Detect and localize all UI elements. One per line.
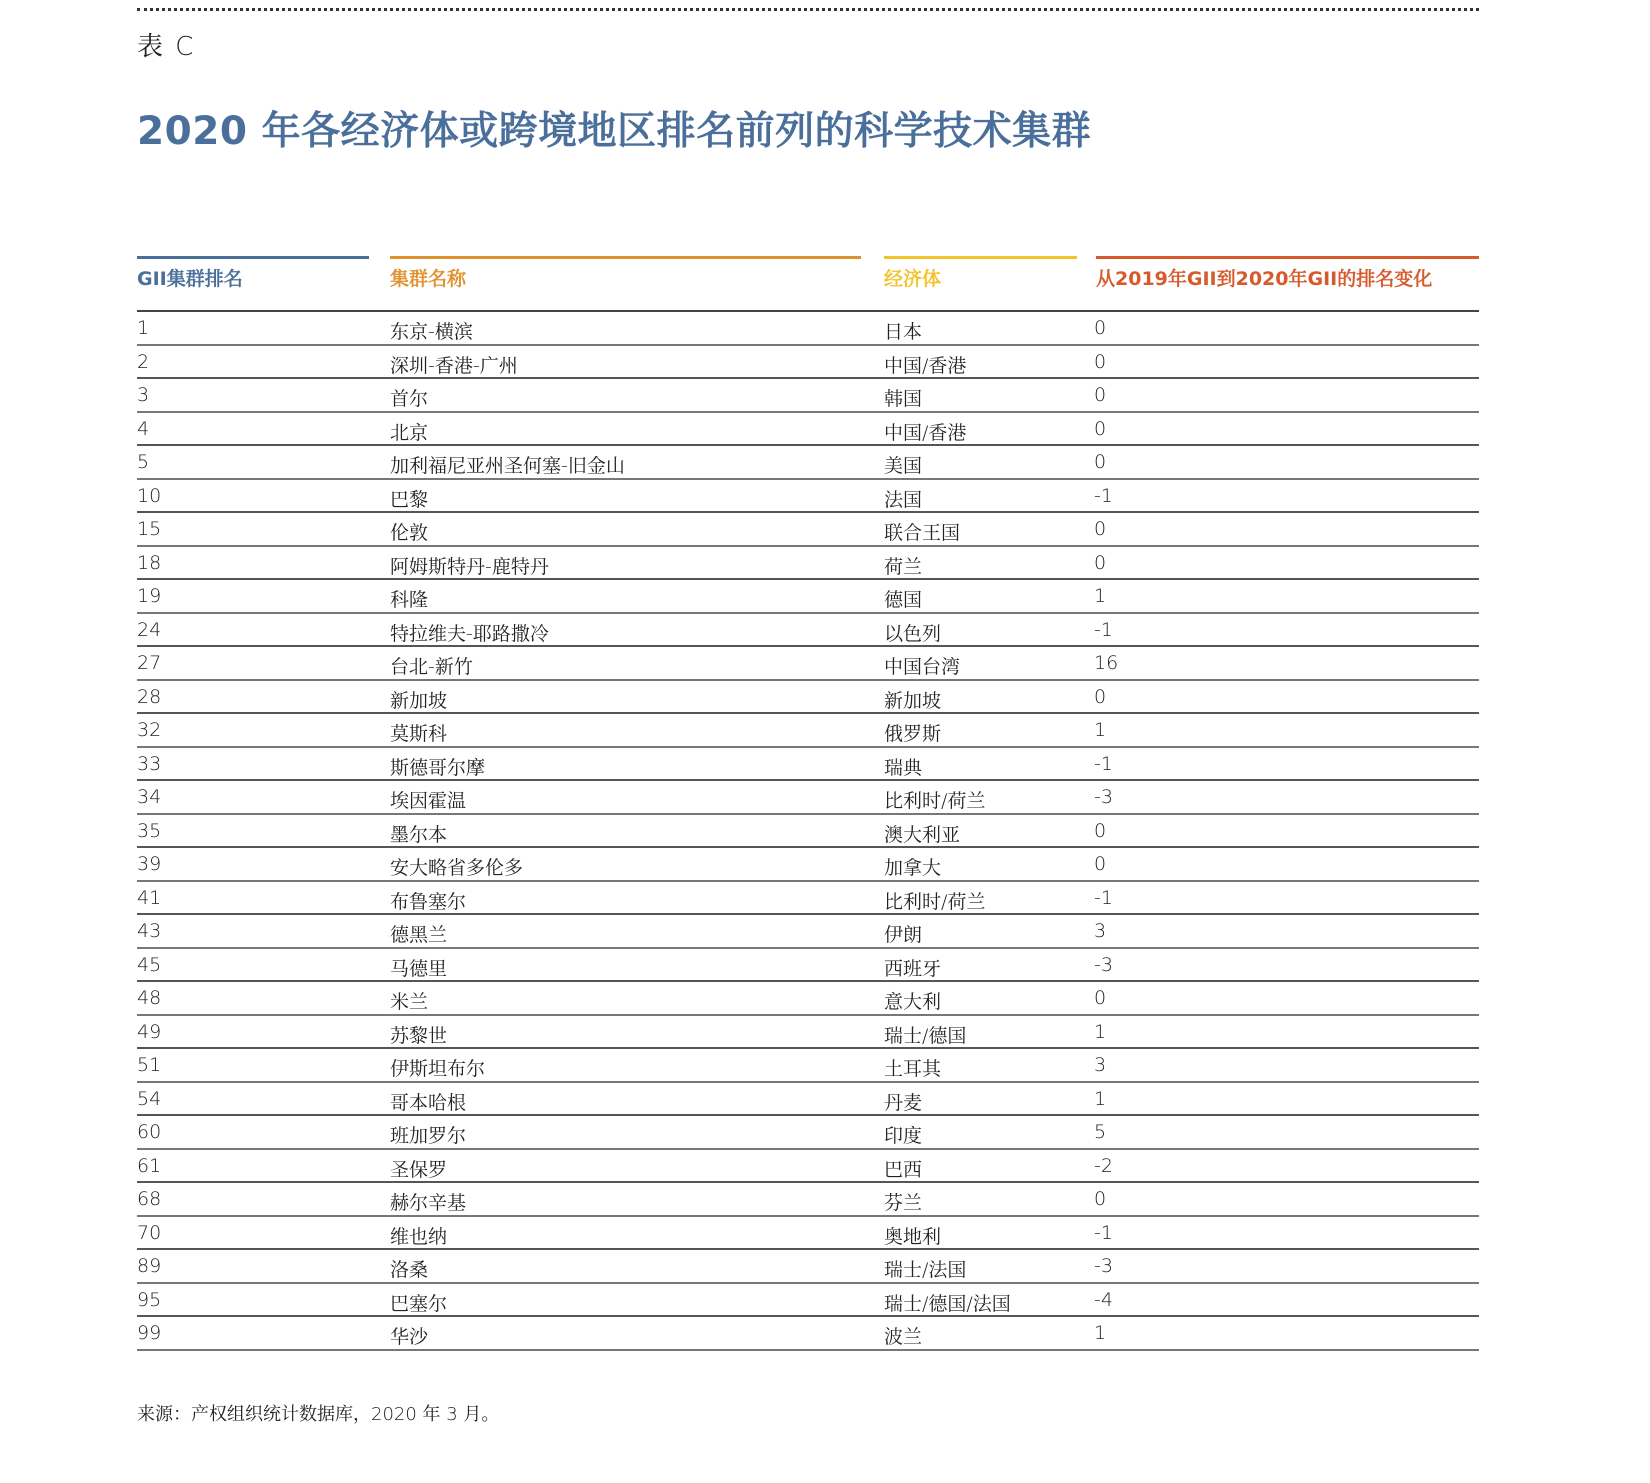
economy-cell: 荷兰 — [884, 555, 923, 578]
rank-cell: 48 — [137, 987, 162, 1009]
rank-change-cell: 5 — [1094, 1121, 1107, 1143]
rank-cell: 10 — [137, 484, 162, 507]
rank-change-cell: 1 — [1094, 1322, 1107, 1344]
rank-cell: 3 — [137, 384, 150, 406]
cluster-name-cell: 墨尔本 — [390, 823, 448, 846]
economy-cell: 比利时/荷兰 — [884, 890, 986, 913]
rank-cell: 41 — [137, 886, 162, 909]
table-row — [137, 982, 1479, 1016]
rank-change-cell: -4 — [1094, 1288, 1113, 1311]
cluster-name-cell: 赫尔辛基 — [390, 1192, 467, 1214]
table-row — [137, 1250, 1479, 1284]
table-body — [137, 312, 1479, 1351]
table-row — [137, 647, 1479, 681]
economy-cell: 中国/香港 — [884, 421, 967, 444]
rank-change-cell: 0 — [1094, 384, 1107, 406]
rank-cell: 95 — [137, 1288, 162, 1311]
cluster-name-cell: 伦敦 — [390, 522, 429, 544]
cluster-ranking-table — [137, 310, 1479, 1351]
rank-cell: 39 — [137, 853, 162, 875]
table-row — [137, 781, 1479, 815]
economy-cell: 比利时/荷兰 — [884, 790, 986, 812]
rank-change-cell: 3 — [1094, 1054, 1107, 1076]
header-rule-name — [390, 256, 861, 259]
rank-cell: 54 — [137, 1087, 162, 1110]
column-header-change: 从2019年GII到2020年GII的排名变化 — [1096, 268, 1433, 290]
economy-cell: 奥地利 — [884, 1225, 942, 1248]
economy-cell: 西班牙 — [884, 957, 942, 980]
cluster-name-cell: 东京-横滨 — [390, 321, 473, 343]
rank-change-cell: -1 — [1094, 1221, 1113, 1244]
table-row — [137, 714, 1479, 748]
economy-cell: 巴西 — [884, 1158, 923, 1181]
rank-cell: 34 — [137, 786, 162, 808]
economy-cell: 澳大利亚 — [884, 823, 961, 846]
cluster-name-cell: 首尔 — [390, 388, 429, 410]
cluster-name-cell: 德黑兰 — [390, 924, 448, 946]
cluster-name-cell: 巴黎 — [390, 488, 429, 511]
table-row — [137, 547, 1479, 581]
cluster-name-cell: 莫斯科 — [390, 723, 448, 745]
cluster-name-cell: 布鲁塞尔 — [390, 890, 467, 913]
table-row — [137, 346, 1479, 380]
table-row — [137, 848, 1479, 882]
rank-change-cell: 0 — [1094, 350, 1107, 373]
economy-cell: 以色列 — [884, 622, 942, 645]
economy-cell: 瑞士/法国 — [884, 1259, 967, 1281]
cluster-name-cell: 科隆 — [390, 589, 429, 611]
table-row — [137, 312, 1479, 346]
economy-cell: 韩国 — [884, 388, 923, 410]
header-rule-change — [1096, 256, 1479, 259]
cluster-name-cell: 圣保罗 — [390, 1158, 448, 1181]
cluster-name-cell: 新加坡 — [390, 689, 448, 712]
table-row — [137, 882, 1479, 916]
rank-change-cell: 0 — [1094, 451, 1107, 473]
rank-cell: 4 — [137, 417, 150, 440]
economy-cell: 美国 — [884, 455, 923, 477]
table-row — [137, 815, 1479, 849]
table-row — [137, 748, 1479, 782]
rank-cell: 35 — [137, 819, 162, 842]
economy-cell: 瑞士/德国/法国 — [884, 1292, 1011, 1315]
cluster-name-cell: 台北-新竹 — [390, 656, 473, 678]
rank-cell: 68 — [137, 1188, 162, 1210]
cluster-name-cell: 米兰 — [390, 991, 429, 1013]
table-label: 表 C — [137, 32, 196, 62]
table-row — [137, 379, 1479, 413]
cluster-name-cell: 阿姆斯特丹-鹿特丹 — [390, 555, 549, 578]
rank-cell: 28 — [137, 685, 162, 708]
cluster-name-cell: 巴塞尔 — [390, 1292, 448, 1315]
economy-cell: 伊朗 — [884, 924, 923, 946]
cluster-name-cell: 洛桑 — [390, 1259, 429, 1281]
rank-cell: 32 — [137, 719, 162, 741]
rank-change-cell: 0 — [1094, 987, 1107, 1009]
column-header-economy: 经济体 — [884, 268, 942, 290]
page-title: 2020 年各经济体或跨境地区排名前列的科学技术集群 — [137, 109, 1092, 154]
economy-cell: 波兰 — [884, 1326, 923, 1348]
economy-cell: 丹麦 — [884, 1091, 923, 1114]
rank-cell: 43 — [137, 920, 162, 942]
rank-change-cell: -3 — [1094, 786, 1113, 808]
economy-cell: 芬兰 — [884, 1192, 923, 1214]
rank-cell: 60 — [137, 1121, 162, 1143]
economy-cell: 瑞典 — [884, 756, 923, 779]
economy-cell: 新加坡 — [884, 689, 942, 712]
cluster-name-cell: 伊斯坦布尔 — [390, 1058, 486, 1080]
column-header-rank: GII集群排名 — [137, 268, 243, 290]
cluster-name-cell: 斯德哥尔摩 — [390, 756, 486, 779]
economy-cell: 中国台湾 — [884, 656, 961, 678]
rank-cell: 49 — [137, 1020, 162, 1043]
rank-change-cell: 16 — [1094, 652, 1119, 674]
table-row — [137, 1150, 1479, 1184]
table-row — [137, 1049, 1479, 1083]
rank-cell: 61 — [137, 1154, 162, 1177]
economy-cell: 土耳其 — [884, 1058, 942, 1080]
cluster-name-cell: 苏黎世 — [390, 1024, 448, 1047]
rank-cell: 33 — [137, 752, 162, 775]
rank-cell: 70 — [137, 1221, 162, 1244]
rank-cell: 19 — [137, 585, 162, 607]
economy-cell: 加拿大 — [884, 857, 942, 879]
table-row — [137, 1016, 1479, 1050]
rank-cell: 15 — [137, 518, 162, 540]
rank-change-cell: 1 — [1094, 719, 1107, 741]
cluster-name-cell: 安大略省多伦多 — [390, 857, 524, 879]
table-row — [137, 480, 1479, 514]
cluster-name-cell: 维也纳 — [390, 1225, 448, 1248]
rank-cell: 18 — [137, 551, 162, 574]
economy-cell: 联合王国 — [884, 522, 961, 544]
table-row — [137, 1183, 1479, 1217]
table-row — [137, 1116, 1479, 1150]
table-row — [137, 580, 1479, 614]
rank-cell: 1 — [137, 317, 150, 339]
rank-change-cell: 0 — [1094, 317, 1107, 339]
table-row — [137, 915, 1479, 949]
rank-change-cell: 0 — [1094, 853, 1107, 875]
rank-change-cell: 1 — [1094, 585, 1107, 607]
header-rule-economy — [884, 256, 1077, 259]
economy-cell: 瑞士/德国 — [884, 1024, 967, 1047]
rank-cell: 27 — [137, 652, 162, 674]
rank-cell: 45 — [137, 953, 162, 976]
rank-cell: 5 — [137, 451, 150, 473]
rank-cell: 2 — [137, 350, 150, 373]
rank-change-cell: 0 — [1094, 819, 1107, 842]
cluster-name-cell: 华沙 — [390, 1326, 429, 1348]
rank-cell: 99 — [137, 1322, 162, 1344]
cluster-name-cell: 班加罗尔 — [390, 1125, 467, 1147]
rank-cell: 89 — [137, 1255, 162, 1277]
rank-cell: 24 — [137, 618, 162, 641]
rank-change-cell: -3 — [1094, 1255, 1113, 1277]
economy-cell: 意大利 — [884, 991, 942, 1013]
cluster-name-cell: 马德里 — [390, 957, 448, 980]
table-row — [137, 681, 1479, 715]
table-row — [137, 1317, 1479, 1351]
rank-cell: 51 — [137, 1054, 162, 1076]
table-row — [137, 413, 1479, 447]
economy-cell: 俄罗斯 — [884, 723, 942, 745]
rank-change-cell: 0 — [1094, 1188, 1107, 1210]
economy-cell: 中国/香港 — [884, 354, 967, 377]
economy-cell: 日本 — [884, 321, 923, 343]
cluster-name-cell: 加利福尼亚州圣何塞-旧金山 — [390, 455, 625, 477]
rank-change-cell: 0 — [1094, 518, 1107, 540]
rank-change-cell: 0 — [1094, 417, 1107, 440]
rank-change-cell: -1 — [1094, 752, 1113, 775]
rank-change-cell: -1 — [1094, 618, 1113, 641]
economy-cell: 印度 — [884, 1125, 923, 1147]
rank-change-cell: 0 — [1094, 685, 1107, 708]
rank-change-cell: 0 — [1094, 551, 1107, 574]
rank-change-cell: 1 — [1094, 1020, 1107, 1043]
cluster-name-cell: 特拉维夫-耶路撒冷 — [390, 622, 549, 645]
cluster-name-cell: 深圳-香港-广州 — [390, 354, 518, 377]
column-header-name: 集群名称 — [390, 268, 467, 290]
economy-cell: 德国 — [884, 589, 923, 611]
table-row — [137, 513, 1479, 547]
table-row — [137, 1083, 1479, 1117]
cluster-name-cell: 哥本哈根 — [390, 1091, 467, 1114]
table-row — [137, 1284, 1479, 1318]
rank-change-cell: 1 — [1094, 1087, 1107, 1110]
table-row — [137, 949, 1479, 983]
rank-change-cell: -2 — [1094, 1154, 1113, 1177]
cluster-name-cell: 北京 — [390, 421, 429, 444]
table-row — [137, 614, 1479, 648]
cluster-name-cell: 埃因霍温 — [390, 790, 467, 812]
rank-change-cell: -1 — [1094, 886, 1113, 909]
economy-cell: 法国 — [884, 488, 923, 511]
rank-change-cell: -3 — [1094, 953, 1113, 976]
table-row — [137, 446, 1479, 480]
source-note: 来源：产权组织统计数据库，2020 年 3 月。 — [137, 1404, 500, 1425]
table-row — [137, 1217, 1479, 1251]
rank-change-cell: 3 — [1094, 920, 1107, 942]
header-rule-rank — [137, 256, 369, 259]
rank-change-cell: -1 — [1094, 484, 1113, 507]
dotted-separator — [137, 8, 1479, 11]
